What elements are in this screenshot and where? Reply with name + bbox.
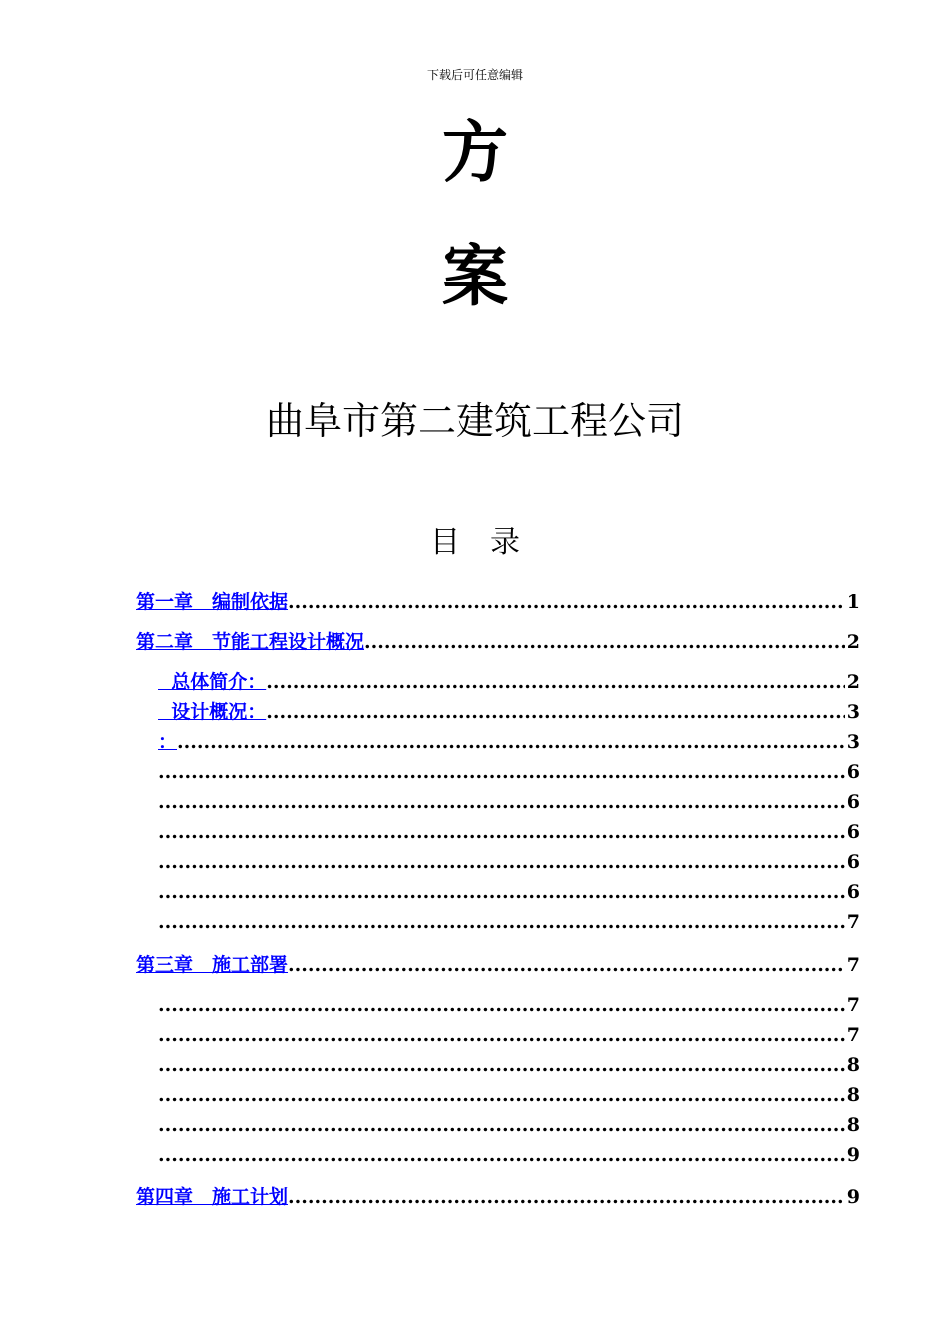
toc-leader-dots	[266, 700, 845, 724]
toc-entry-page: 3	[846, 731, 860, 753]
toc-entry-page: 7	[846, 954, 860, 976]
toc-entry-page: 2	[846, 671, 860, 693]
toc-entry-page: 1	[846, 591, 860, 613]
toc-leader-dots	[266, 670, 845, 694]
toc-entry-page: 6	[846, 881, 860, 903]
toc-leader-dots	[158, 820, 845, 844]
toc-entry-page: 6	[846, 821, 860, 843]
toc-entry-blank[interactable]	[158, 1113, 860, 1137]
toc-leader-dots	[177, 730, 845, 754]
toc-leader-dots	[158, 910, 845, 934]
toc-leader-dots	[158, 850, 845, 874]
toc-entry-page: 7	[846, 994, 860, 1016]
toc-entry-page: 8	[846, 1084, 860, 1106]
toc-entry-page: 2	[846, 631, 860, 653]
page-header: 下载后可任意编辑	[426, 68, 523, 82]
toc-leader-dots	[158, 1023, 845, 1047]
toc-entry-page: 6	[846, 761, 860, 783]
toc-entry-colon[interactable]	[158, 730, 860, 754]
toc-leader-dots	[288, 953, 845, 977]
toc-entry-label[interactable]: 第三章 施工部署	[136, 954, 289, 976]
toc-entry-label[interactable]: 第四章 施工计划	[136, 1186, 289, 1208]
toc-entry-label[interactable]: 设计概况：	[158, 701, 267, 723]
toc-entry-blank[interactable]	[158, 790, 860, 814]
toc-leader-dots	[158, 1143, 845, 1167]
toc-entry-blank[interactable]	[158, 1053, 860, 1077]
toc-leader-dots	[158, 1083, 845, 1107]
company-name: 曲阜市第二建筑工程公司	[265, 399, 684, 443]
toc-leader-dots	[364, 630, 845, 654]
toc-title: 目录	[430, 525, 550, 560]
cover-title-char-2: 案	[442, 238, 508, 315]
toc-entry-blank[interactable]	[158, 1023, 860, 1047]
toc-entry-label[interactable]: ：	[158, 731, 178, 753]
toc-entry-design[interactable]	[158, 700, 860, 724]
toc-entry-chapter-2[interactable]	[136, 630, 860, 654]
toc-entry-blank[interactable]	[158, 1143, 860, 1167]
toc-leader-dots	[158, 790, 845, 814]
toc-entry-page: 3	[846, 701, 860, 723]
toc-entry-label[interactable]: 第二章 节能工程设计概况	[136, 631, 365, 653]
toc-entry-page: 9	[846, 1186, 860, 1208]
toc-entry-page: 8	[846, 1054, 860, 1076]
toc-leader-dots	[158, 880, 845, 904]
toc-entry-page: 7	[846, 1024, 860, 1046]
toc-entry-label[interactable]: 第一章 编制依据	[136, 591, 289, 613]
toc-entry-page: 7	[846, 911, 860, 933]
toc-leader-dots	[158, 1053, 845, 1077]
toc-leader-dots	[288, 590, 845, 614]
cover-title-char-1: 方	[442, 114, 508, 191]
toc-entry-blank[interactable]	[158, 850, 860, 874]
toc-entry-blank[interactable]	[158, 880, 860, 904]
toc-leader-dots	[158, 1113, 845, 1137]
toc-entry-blank[interactable]	[158, 1083, 860, 1107]
toc-entry-chapter-1[interactable]	[136, 590, 860, 614]
toc-entry-page: 6	[846, 791, 860, 813]
toc-entry-chapter-3[interactable]	[136, 953, 860, 977]
toc-entry-chapter-4[interactable]	[136, 1185, 860, 1209]
toc-leader-dots	[158, 993, 845, 1017]
toc-entry-page: 6	[846, 851, 860, 873]
toc-entry-blank[interactable]	[158, 910, 860, 934]
toc-entry-blank[interactable]	[158, 760, 860, 784]
toc-entry-blank[interactable]	[158, 820, 860, 844]
toc-entry-overview[interactable]	[158, 670, 860, 694]
toc-leader-dots	[158, 760, 845, 784]
toc-entry-blank[interactable]	[158, 993, 860, 1017]
toc-entry-page: 8	[846, 1114, 860, 1136]
toc-entry-page: 9	[846, 1144, 860, 1166]
toc-entry-label[interactable]: 总体简介：	[158, 671, 267, 693]
toc-leader-dots	[288, 1185, 845, 1209]
